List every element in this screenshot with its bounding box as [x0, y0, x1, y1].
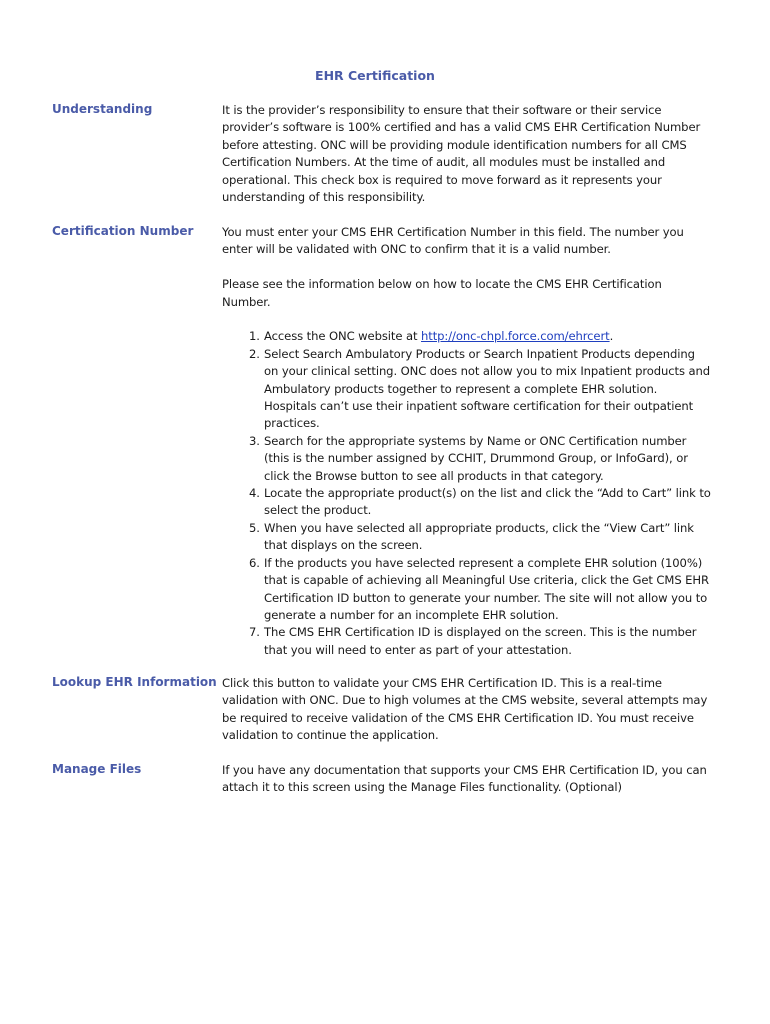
step-number: 6.: [249, 555, 260, 570]
list-item-step-3: [222, 433, 712, 485]
step-text: The CMS EHR Certification ID is displayed on the screen. This is the number that you will need to enter as part of your attestation.: [264, 625, 697, 657]
section-content-lookup-ehr: [222, 675, 712, 745]
certification-para-2: Please see the information below on how to locate the CMS EHR Certification Number.: [222, 277, 662, 309]
list-item-step-2: [222, 346, 712, 433]
step-number: 3.: [249, 433, 260, 448]
section-label-certification-number: Certification Number: [52, 224, 194, 238]
list-item-step-1: [222, 328, 712, 345]
section-label-understanding: Understanding: [52, 102, 153, 116]
section-content-understanding: [222, 102, 712, 206]
page-title: EHR Certification: [315, 68, 435, 83]
manage-files-text: If you have any documentation that supports your CMS EHR Certification ID, you can attach it to this screen using the Manage Files functionality. (Optional): [222, 763, 707, 795]
step-number: 7.: [249, 625, 260, 640]
section-content-certification-number: [222, 224, 712, 659]
lookup-text: Click this button to validate your CMS EHR Certification ID. This is a real-time validation with ONC. Due to high volumes at the CMS website, several attempts may be required to receive validation of the CMS EHR Certification ID. You must receive validation to continue the application.: [222, 676, 708, 743]
list-item-step-4: [222, 485, 712, 520]
step-text: Select Search Ambulatory Products or Search Inpatient Products depending on your clinical setting. ONC does not allow you to mix Inpatient products and Ambulatory products together to represent a complete EHR solution. Hospitals can’t use their inpatient software certification for their outpatient practices.: [264, 346, 710, 431]
onc-website-link[interactable]: http://onc-chpl.force.com/ehrcert: [421, 329, 610, 344]
step-number: 4.: [249, 486, 260, 501]
step-text-suffix: .: [609, 329, 614, 344]
step-number: 5.: [249, 520, 260, 535]
step-text: When you have selected all appropriate products, click the “View Cart” link that displays on the screen.: [264, 520, 694, 553]
step-number: 2.: [249, 346, 260, 361]
certification-steps-list: [222, 328, 712, 659]
list-item-step-7: [222, 624, 712, 659]
certification-para-1: You must enter your CMS EHR Certification Number in this field. The number you enter will be validated with ONC to confirm that it is a valid number.: [222, 225, 684, 257]
step-number: 1.: [249, 329, 260, 344]
section-label-lookup-ehr: Lookup EHR Information: [52, 675, 217, 689]
section-content-manage-files: [222, 762, 712, 797]
step-text: Access the ONC website at: [264, 329, 422, 344]
understanding-text: It is the provider’s responsibility to ensure that their software or their service provider’s software is 100% certified and has a valid CMS EHR Certification Number before attesting. ONC will be providing module identification numbers for all CMS Certification Numbers. At the time of audit, all modules must be installed and operational. This check box is required to move forward as it represents your understanding of this responsibility.: [222, 103, 701, 205]
step-text: If the products you have selected represent a complete EHR solution (100%) that is capable of achieving all Meaningful Use criteria, click the Get CMS EHR Certification ID button to generate your number. The site will not allow you to generate a number for an incomplete EHR solution.: [264, 555, 709, 622]
step-text: Locate the appropriate product(s) on the list and click the “Add to Cart” link to select the product.: [264, 486, 711, 518]
list-item-step-6: [222, 555, 712, 625]
list-item-step-5: [222, 520, 712, 555]
step-text: Search for the appropriate systems by Name or ONC Certification number (this is the number assigned by CCHIT, Drummond Group, or InfoGard), or click the Browse button to see all products in that category.: [264, 433, 688, 483]
section-label-manage-files: Manage Files: [52, 762, 142, 776]
